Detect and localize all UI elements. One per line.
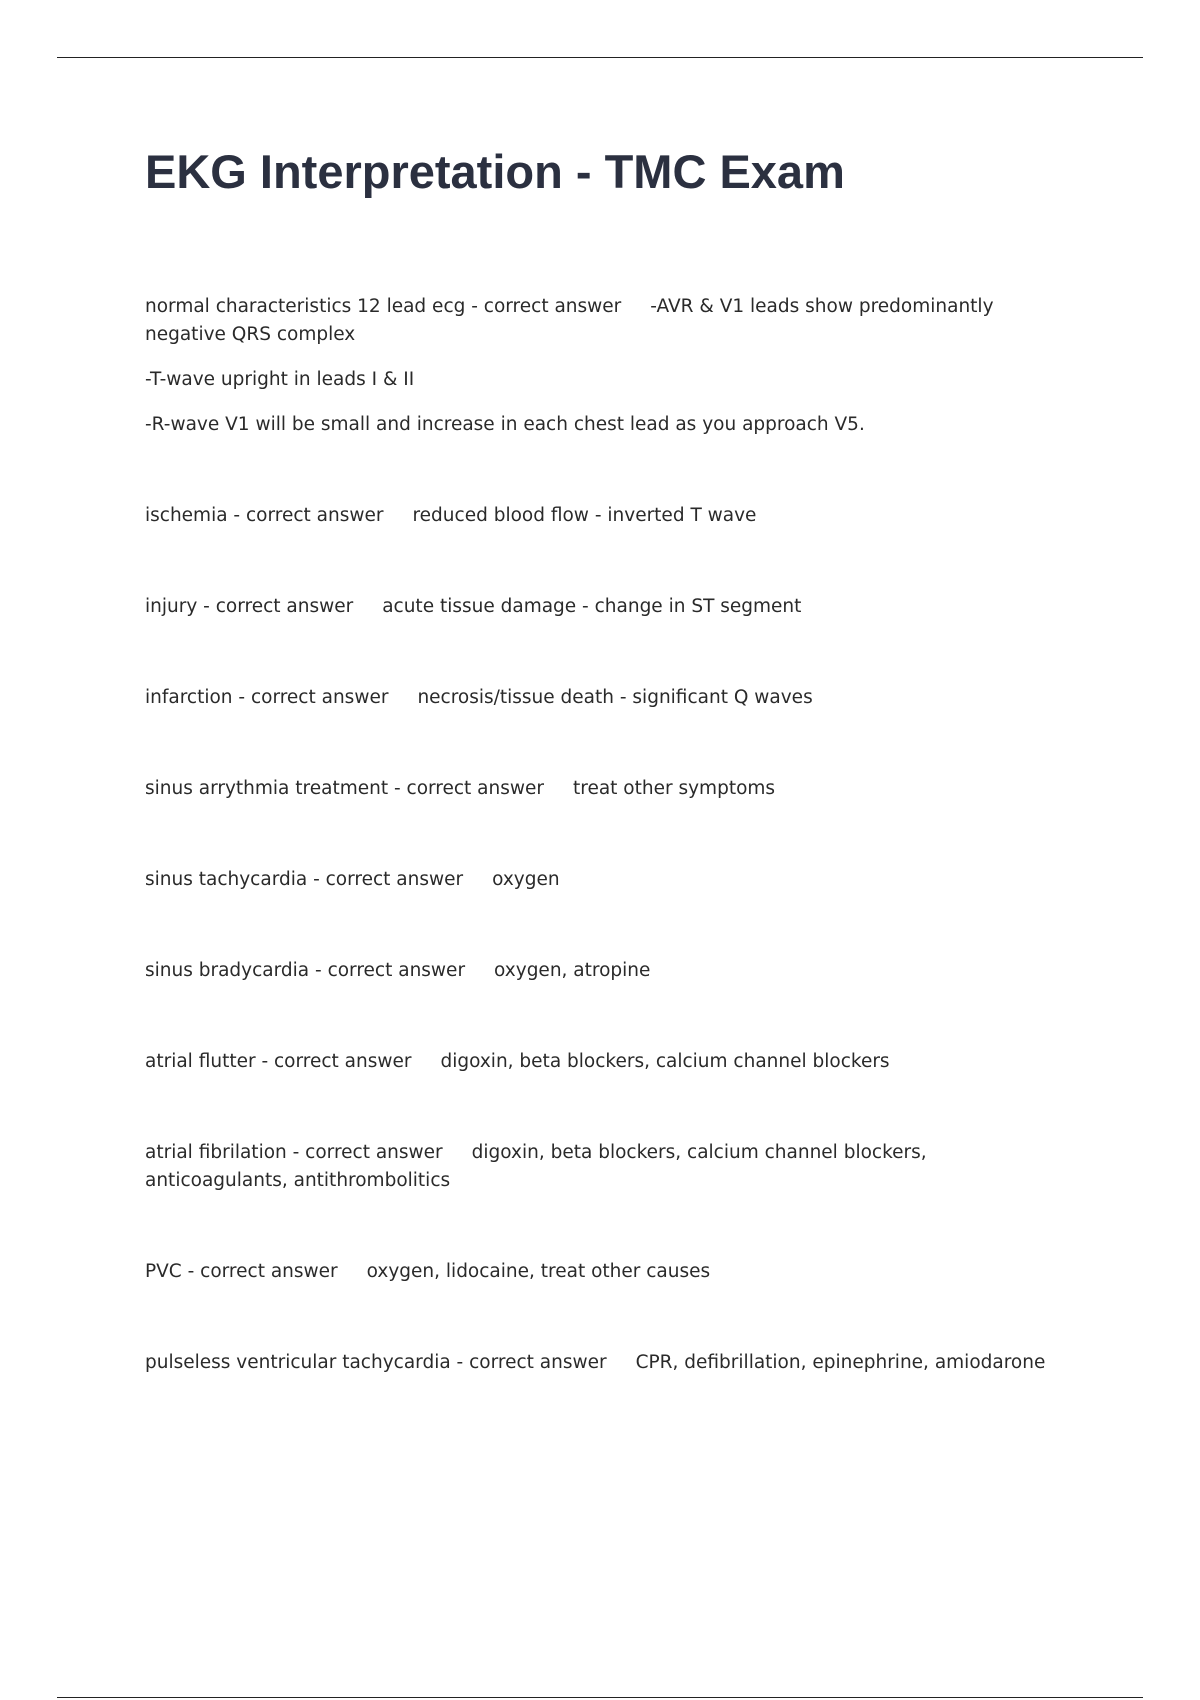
card-main-line [145,684,1065,712]
card-answer: oxygen, lidocaine, treat other causes [366,1261,711,1282]
flashcard [145,293,1065,439]
card-answer: oxygen, atropine [494,960,651,981]
flashcard [145,502,1065,530]
card-main-line [145,502,1065,530]
card-answer: digoxin, beta blockers, calcium channel blockers, anticoagulants, antithrombolitics [145,1142,927,1191]
card-answer: treat other symptoms [573,778,776,799]
card-term: atrial fibrilation - correct answer [145,1142,443,1163]
card-main-line [145,866,1065,894]
card-answer: CPR, defibrillation, epinephrine, amiodarone [635,1352,1046,1373]
flashcard [145,1258,1065,1286]
card-main-line [145,593,1065,621]
flashcard [145,866,1065,894]
card-term: ischemia - correct answer [145,505,384,526]
card-main-line [145,1258,1065,1286]
card-main-line [145,293,1065,349]
page-title: EKG Interpretation - TMC Exam [145,145,845,198]
card-term: sinus tachycardia - correct answer [145,869,464,890]
card-term: sinus bradycardia - correct answer [145,960,466,981]
card-term: pulseless ventricular tachycardia - correct answer [145,1352,607,1373]
card-main-line [145,1349,1065,1377]
flashcard [145,957,1065,985]
bottom-divider [57,1697,1143,1698]
card-answer: oxygen [492,869,560,890]
card-main-line [145,775,1065,803]
card-term: normal characteristics 12 lead ecg - correct answer [145,296,622,317]
flashcard [145,775,1065,803]
card-answer: reduced blood flow - inverted T wave [412,505,757,526]
flashcard [145,593,1065,621]
card-main-line [145,1048,1065,1076]
card-answer: -AVR & V1 leads show predominantly negative QRS complex [145,296,994,345]
card-term: infarction - correct answer [145,687,389,708]
flashcard [145,1349,1065,1377]
flashcard [145,1139,1065,1195]
card-term: injury - correct answer [145,596,354,617]
card-main-line [145,957,1065,985]
card-answer: acute tissue damage - change in ST segment [382,596,802,617]
card-main-line [145,1139,1065,1195]
card-term: sinus arrythmia treatment - correct answer [145,778,544,799]
card-answer-line: -T-wave upright in leads I & II [145,369,415,390]
card-answer: digoxin, beta blockers, calcium channel blockers [440,1051,890,1072]
card-answer-line: -R-wave V1 will be small and increase in each chest lead as you approach V5. [145,414,865,435]
top-divider [57,57,1143,58]
flashcard [145,684,1065,712]
flashcard [145,1048,1065,1076]
card-term: PVC - correct answer [145,1261,338,1282]
flashcard-list [145,293,1065,1377]
card-term: atrial flutter - correct answer [145,1051,412,1072]
card-answer: necrosis/tissue death - significant Q waves [417,687,813,708]
